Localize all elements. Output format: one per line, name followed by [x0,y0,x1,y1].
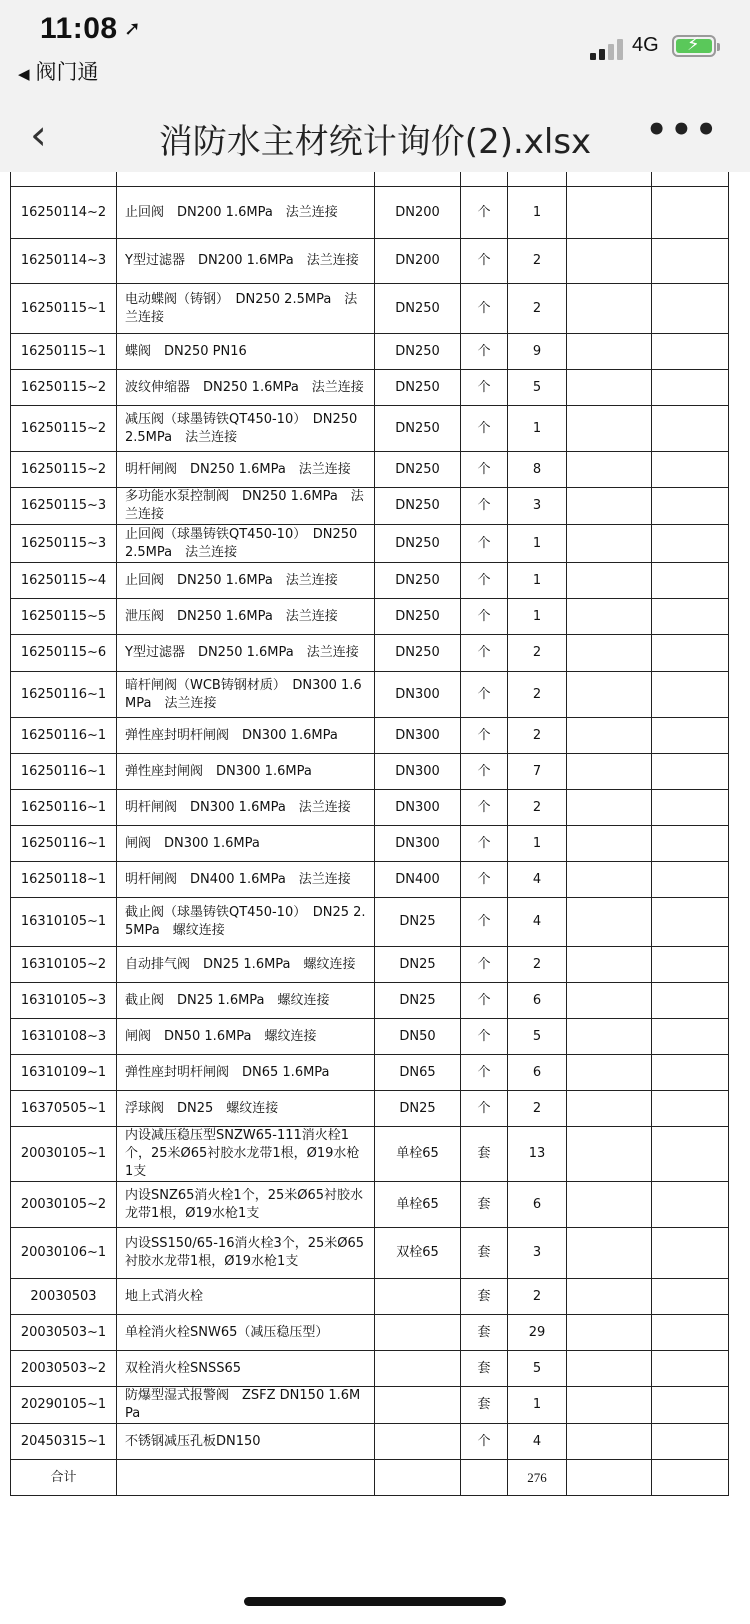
cell-item-code[interactable]: 20030105~2 [11,1182,117,1228]
cell-item-code[interactable]: 16250116~1 [11,754,117,790]
cell-quantity[interactable]: 1 [508,599,567,635]
cell-price-empty[interactable] [567,488,652,525]
cell-note-empty[interactable] [652,754,729,790]
cell-price-empty[interactable] [567,370,652,406]
cell-price-empty[interactable] [567,1351,652,1387]
table-row [11,1228,729,1279]
cell-note-empty[interactable] [652,1387,729,1424]
cell-empty[interactable] [567,1460,652,1496]
cell-item-code[interactable]: 16250115~2 [11,370,117,406]
table-row [11,1315,729,1351]
cell-note-empty[interactable] [652,1127,729,1182]
cell-quantity[interactable]: 4 [508,862,567,898]
location-arrow-icon: ➚ [124,16,141,40]
cell-price-empty[interactable] [567,1387,652,1424]
cell-item-code[interactable]: 16310108~3 [11,1019,117,1055]
cell-empty[interactable] [652,1460,729,1496]
cell-description[interactable]: 双栓消火栓SNSS65 [117,1351,375,1387]
cell-quantity[interactable]: 2 [508,1279,567,1315]
status-bar [0,0,750,100]
cell-description[interactable]: 蝶阀 DN250 PN16 [117,334,375,370]
cell-note-empty[interactable] [652,1315,729,1351]
cell-unit[interactable]: 个 [461,488,508,525]
cell-note-empty[interactable] [652,672,729,718]
cell-unit[interactable]: 个 [461,406,508,452]
cell-note-empty[interactable] [652,862,729,898]
cell-unit[interactable]: 个 [461,284,508,334]
cell-quantity[interactable]: 4 [508,898,567,947]
cell-item-code[interactable]: 16250115~3 [11,488,117,525]
cell-quantity[interactable]: 2 [508,947,567,983]
cell-spec[interactable]: DN200 [375,239,461,284]
cell-unit[interactable]: 个 [461,898,508,947]
cell-quantity[interactable]: 1 [508,1387,567,1424]
cell-unit[interactable]: 个 [461,1424,508,1460]
cell-item-code[interactable]: 20030106~1 [11,1228,117,1279]
cell-item-code[interactable]: 16310105~1 [11,898,117,947]
cell-description[interactable]: 明杆闸阀 DN400 1.6MPa 法兰连接 [117,862,375,898]
cell-note-empty[interactable] [652,370,729,406]
table-row [11,452,729,488]
spreadsheet-view[interactable] [0,172,750,1562]
cell-item-code[interactable]: 16250115~1 [11,284,117,334]
cell-unit[interactable]: 个 [461,525,508,563]
cell-unit[interactable]: 个 [461,1019,508,1055]
cell-spec[interactable]: DN25 [375,898,461,947]
cell-price-empty[interactable] [567,1127,652,1182]
cell-note-empty[interactable] [652,334,729,370]
cell-item-code[interactable]: 16250118~1 [11,862,117,898]
cell-note-empty[interactable] [652,563,729,599]
table-row [11,406,729,452]
cell-description[interactable]: 单栓消火栓SNW65（减压稳压型） [117,1315,375,1351]
cell-price-empty[interactable] [567,983,652,1019]
cell-price-empty[interactable] [567,826,652,862]
cell-spec[interactable]: DN65 [375,1055,461,1091]
table-row [11,1182,729,1228]
cell-spec[interactable]: DN50 [375,1019,461,1055]
cell-unit[interactable]: 套 [461,1279,508,1315]
cell-item-code[interactable]: 20290105~1 [11,1387,117,1424]
table-row [11,672,729,718]
cell-item-code[interactable]: 16250114~2 [11,187,117,239]
cell-quantity[interactable]: 1 [508,826,567,862]
table-row [11,1019,729,1055]
cell-note-empty[interactable] [652,599,729,635]
cell-description[interactable]: 止回阀 DN250 1.6MPa 法兰连接 [117,563,375,599]
cell-empty[interactable] [117,1460,375,1496]
cell-price-empty[interactable] [567,1228,652,1279]
cell-spec[interactable]: 双栓65 [375,1228,461,1279]
cell-empty[interactable] [375,1460,461,1496]
cell-spec[interactable]: DN250 [375,452,461,488]
cell-price-empty[interactable] [567,1315,652,1351]
cell-price-empty[interactable] [567,790,652,826]
cell-unit[interactable]: 个 [461,187,508,239]
cell-description[interactable]: 内设SNZ65消火栓1个，25米Ø65衬胶水龙带1根，Ø19水枪1支 [117,1182,375,1228]
cell-description[interactable]: 波纹伸缩器 DN250 1.6MPa 法兰连接 [117,370,375,406]
cell-note-empty[interactable] [652,1279,729,1315]
cell-price-empty[interactable] [567,563,652,599]
table-row [11,983,729,1019]
cell-item-code[interactable]: 16310105~3 [11,983,117,1019]
cell-quantity[interactable]: 1 [508,406,567,452]
cell-quantity[interactable]: 6 [508,983,567,1019]
cell-unit[interactable]: 套 [461,1228,508,1279]
cell-price-empty[interactable] [567,898,652,947]
cell-unit[interactable]: 个 [461,370,508,406]
home-indicator[interactable] [244,1597,506,1606]
cell-note-empty[interactable] [652,1351,729,1387]
cell-note-empty[interactable] [652,1228,729,1279]
cell-quantity[interactable]: 13 [508,1127,567,1182]
cell-note-empty[interactable] [652,790,729,826]
cell-quantity[interactable]: 3 [508,1228,567,1279]
network-type: 4G [632,34,659,56]
table-row [11,826,729,862]
cell-quantity[interactable]: 2 [508,635,567,672]
cell-unit[interactable]: 个 [461,1055,508,1091]
cell-item-code[interactable]: 20450315~1 [11,1424,117,1460]
cell-spec[interactable]: 单栓65 [375,1127,461,1182]
cell-quantity[interactable]: 2 [508,239,567,284]
cell-note-empty[interactable] [652,1091,729,1127]
cell-spec[interactable]: DN250 [375,563,461,599]
cell-price-empty[interactable] [567,239,652,284]
cell-spec[interactable]: DN250 [375,525,461,563]
cell-unit[interactable]: 套 [461,1387,508,1424]
table-row [11,635,729,672]
table-row [11,862,729,898]
cell-price-empty[interactable] [567,718,652,754]
cell-price-empty[interactable] [567,1182,652,1228]
cell-quantity[interactable]: 1 [508,187,567,239]
cell-description[interactable]: 止回阀 DN200 1.6MPa 法兰连接 [117,187,375,239]
cell-unit[interactable]: 个 [461,718,508,754]
cell-description[interactable]: 自动排气阀 DN25 1.6MPa 螺纹连接 [117,947,375,983]
cell-spec[interactable]: DN250 [375,599,461,635]
cell-quantity[interactable]: 4 [508,1424,567,1460]
cell-note-empty[interactable] [652,826,729,862]
cell-description[interactable]: 内设减压稳压型SNZW65-111消火栓1个，25米Ø65衬胶水龙带1根，Ø19水枪1支 [117,1127,375,1182]
cell-note-empty[interactable] [652,284,729,334]
document-title: 消防水主材统计询价(2).xlsx [158,122,592,162]
cell-note-empty[interactable] [652,488,729,525]
cell-description[interactable]: 多功能水泵控制阀 DN250 1.6MPa 法兰连接 [117,488,375,525]
cell-spec[interactable]: DN250 [375,334,461,370]
cell-unit[interactable]: 个 [461,862,508,898]
cell-spec[interactable] [375,1315,461,1351]
table-row [11,718,729,754]
cell-price-empty[interactable] [567,1279,652,1315]
cell-description[interactable]: 截止阀 DN25 1.6MPa 螺纹连接 [117,983,375,1019]
cell-description[interactable]: 地上式消火栓 [117,1279,375,1315]
cell-note-empty[interactable] [652,239,729,284]
cell-quantity[interactable]: 2 [508,284,567,334]
battery-charging-icon: ⚡ [672,35,716,57]
table-row [11,488,729,525]
cell-spec[interactable]: DN300 [375,790,461,826]
cell-unit[interactable]: 个 [461,635,508,672]
cell-spec[interactable]: DN300 [375,754,461,790]
cell-description[interactable]: 暗杆闸阀（WCB铸钢材质） DN300 1.6MPa 法兰连接 [117,672,375,718]
cell-price-empty[interactable] [567,672,652,718]
cell-price-empty[interactable] [567,1091,652,1127]
cell-description[interactable]: 闸阀 DN300 1.6MPa [117,826,375,862]
cell-description[interactable]: 截止阀（球墨铸铁QT450-10） DN25 2.5MPa 螺纹连接 [117,898,375,947]
cell-item-code[interactable]: 16310105~2 [11,947,117,983]
cell-spec[interactable]: DN300 [375,672,461,718]
cell-quantity[interactable]: 29 [508,1315,567,1351]
cell-description[interactable]: 弹性座封明杆闸阀 DN65 1.6MPa [117,1055,375,1091]
cell-item-code[interactable]: 16250116~1 [11,672,117,718]
cell-spec[interactable]: DN25 [375,947,461,983]
cell-unit[interactable]: 个 [461,947,508,983]
cell-spec[interactable]: DN250 [375,406,461,452]
cell-description[interactable]: 明杆闸阀 DN300 1.6MPa 法兰连接 [117,790,375,826]
cell-description[interactable]: 明杆闸阀 DN250 1.6MPa 法兰连接 [117,452,375,488]
cell-spec[interactable]: DN200 [375,187,461,239]
cell-item-code[interactable]: 16250115~2 [11,406,117,452]
status-time: 11:08 [40,12,118,45]
cell-description[interactable]: 减压阀（球墨铸铁QT450-10） DN250 2.5MPa 法兰连接 [117,406,375,452]
cell-unit[interactable]: 个 [461,334,508,370]
cell-spec[interactable] [375,1387,461,1424]
more-options-icon[interactable]: ••• [645,110,720,150]
cell-quantity[interactable]: 2 [508,672,567,718]
cell-unit[interactable]: 套 [461,1351,508,1387]
cell-spec[interactable] [375,1424,461,1460]
cell-quantity[interactable]: 5 [508,1019,567,1055]
cell-item-code[interactable]: 20030503~2 [11,1351,117,1387]
cell-unit[interactable]: 个 [461,672,508,718]
cell-unit[interactable]: 个 [461,790,508,826]
cell-price-empty[interactable] [567,525,652,563]
table-row [11,563,729,599]
cell-description[interactable]: 止回阀（球墨铸铁QT450-10） DN250 2.5MPa 法兰连接 [117,525,375,563]
cell-item-code[interactable]: 16310109~1 [11,1055,117,1091]
cell-quantity[interactable]: 5 [508,370,567,406]
cell-item-code[interactable]: 16250116~1 [11,826,117,862]
cell-description[interactable]: 不锈钢减压孔板DN150 [117,1424,375,1460]
table-row [11,1091,729,1127]
cell-item-code[interactable]: 20030503 [11,1279,117,1315]
cell-price-empty[interactable] [567,334,652,370]
cell-spec[interactable]: DN25 [375,983,461,1019]
cell-description[interactable]: 内设SS150/65-16消火栓3个，25米Ø65衬胶水龙带1根，Ø19水枪1支 [117,1228,375,1279]
cell-price-empty[interactable] [567,1055,652,1091]
cell-spec[interactable]: 单栓65 [375,1182,461,1228]
document-nav-bar [0,100,750,172]
cell-note-empty[interactable] [652,983,729,1019]
cell-unit[interactable]: 套 [461,1182,508,1228]
cell-note-empty[interactable] [652,718,729,754]
cell-item-code[interactable]: 16250116~1 [11,790,117,826]
cell-spec[interactable]: DN400 [375,862,461,898]
table-row [11,1279,729,1315]
cell-quantity[interactable]: 2 [508,718,567,754]
cell-item-code[interactable]: 16250115~5 [11,599,117,635]
cell-unit[interactable]: 个 [461,826,508,862]
table-row [11,1387,729,1424]
cell-unit[interactable]: 套 [461,1315,508,1351]
back-triangle-icon: ◀ [18,65,30,83]
cell-item-code[interactable]: 16250115~2 [11,452,117,488]
cell-item-code[interactable]: 20030105~1 [11,1127,117,1182]
cell-description[interactable]: 防爆型湿式报警阀 ZSFZ DN150 1.6MPa [117,1387,375,1424]
cell-quantity[interactable]: 7 [508,754,567,790]
cell-empty[interactable] [461,1460,508,1496]
table-row [11,187,729,239]
materials-table [10,172,729,1496]
table-row [11,525,729,563]
cell-description[interactable]: 弹性座封闸阀 DN300 1.6MPa [117,754,375,790]
cell-description[interactable]: 弹性座封明杆闸阀 DN300 1.6MPa [117,718,375,754]
cell-quantity[interactable]: 6 [508,1182,567,1228]
cell-item-code[interactable]: 16250114~3 [11,239,117,284]
cell-unit[interactable]: 个 [461,452,508,488]
cell-unit[interactable]: 个 [461,599,508,635]
cell-spec[interactable]: DN250 [375,488,461,525]
cell-description[interactable]: Y型过滤器 DN200 1.6MPa 法兰连接 [117,239,375,284]
cell-note-empty[interactable] [652,635,729,672]
cell-note-empty[interactable] [652,1019,729,1055]
cell-quantity[interactable]: 2 [508,1091,567,1127]
cell-price-empty[interactable] [567,635,652,672]
cell-quantity[interactable]: 1 [508,563,567,599]
table-total-row [11,1460,729,1496]
back-to-app-link[interactable] [18,56,99,86]
total-label[interactable]: 合计 [11,1460,117,1496]
cell-spec[interactable]: DN300 [375,718,461,754]
table-row [11,370,729,406]
table-row [11,790,729,826]
cell-description[interactable]: 电动蝶阀（铸钢） DN250 2.5MPa 法兰连接 [117,284,375,334]
cell-item-code[interactable]: 16250115~3 [11,525,117,563]
cell-note-empty[interactable] [652,406,729,452]
table-row [11,1055,729,1091]
cell-item-code[interactable]: 16250115~1 [11,334,117,370]
table-row [11,754,729,790]
cell-spec[interactable] [375,1279,461,1315]
cell-spec[interactable]: DN25 [375,1091,461,1127]
cell-spec[interactable]: DN250 [375,370,461,406]
table-row [11,599,729,635]
table-row [11,1127,729,1182]
cell-price-empty[interactable] [567,862,652,898]
cell-note-empty[interactable] [652,1055,729,1091]
cell-note-empty[interactable] [652,1182,729,1228]
back-chevron-icon[interactable]: ‹ [30,110,47,159]
cell-note-empty[interactable] [652,452,729,488]
table-row [11,898,729,947]
table-row [11,1424,729,1460]
table-row [11,334,729,370]
cell-price-empty[interactable] [567,406,652,452]
cell-item-code[interactable]: 16370505~1 [11,1091,117,1127]
cell-item-code[interactable]: 20030503~1 [11,1315,117,1351]
cell-note-empty[interactable] [652,1424,729,1460]
cell-spec[interactable]: DN250 [375,284,461,334]
cell-item-code[interactable]: 16250115~6 [11,635,117,672]
cell-note-empty[interactable] [652,947,729,983]
cell-unit[interactable]: 个 [461,239,508,284]
cell-spec[interactable]: DN250 [375,635,461,672]
cell-description[interactable]: 浮球阀 DN25 螺纹连接 [117,1091,375,1127]
table-row [11,284,729,334]
cell-description[interactable]: 闸阀 DN50 1.6MPa 螺纹连接 [117,1019,375,1055]
cell-price-empty[interactable] [567,284,652,334]
table-row [11,947,729,983]
cell-note-empty[interactable] [652,898,729,947]
cell-price-empty[interactable] [567,599,652,635]
cell-price-empty[interactable] [567,452,652,488]
cell-price-empty[interactable] [567,1019,652,1055]
cell-spec[interactable]: DN300 [375,826,461,862]
cell-item-code[interactable]: 16250116~1 [11,718,117,754]
cell-price-empty[interactable] [567,754,652,790]
cell-unit[interactable]: 个 [461,754,508,790]
cell-price-empty[interactable] [567,187,652,239]
cell-unit[interactable]: 个 [461,983,508,1019]
cell-quantity[interactable]: 2 [508,790,567,826]
cell-quantity[interactable]: 8 [508,452,567,488]
total-quantity[interactable]: 276 [508,1460,567,1496]
cell-quantity[interactable]: 5 [508,1351,567,1387]
table-row [11,239,729,284]
cell-quantity[interactable]: 9 [508,334,567,370]
cell-item-code[interactable]: 16250115~4 [11,563,117,599]
cell-price-empty[interactable] [567,947,652,983]
cell-description[interactable]: 泄压阀 DN250 1.6MPa 法兰连接 [117,599,375,635]
cell-quantity[interactable]: 1 [508,525,567,563]
table-row-partial [11,172,729,187]
cell-spec[interactable] [375,1351,461,1387]
cell-note-empty[interactable] [652,187,729,239]
cell-quantity[interactable]: 6 [508,1055,567,1091]
cell-unit[interactable]: 套 [461,1127,508,1182]
cell-unit[interactable]: 个 [461,1091,508,1127]
table-row [11,1351,729,1387]
cell-unit[interactable]: 个 [461,563,508,599]
back-app-label: 阀门通 [35,60,99,84]
cell-quantity[interactable]: 3 [508,488,567,525]
cell-description[interactable]: Y型过滤器 DN250 1.6MPa 法兰连接 [117,635,375,672]
cell-price-empty[interactable] [567,1424,652,1460]
cell-note-empty[interactable] [652,525,729,563]
cellular-signal-icon [590,38,624,60]
